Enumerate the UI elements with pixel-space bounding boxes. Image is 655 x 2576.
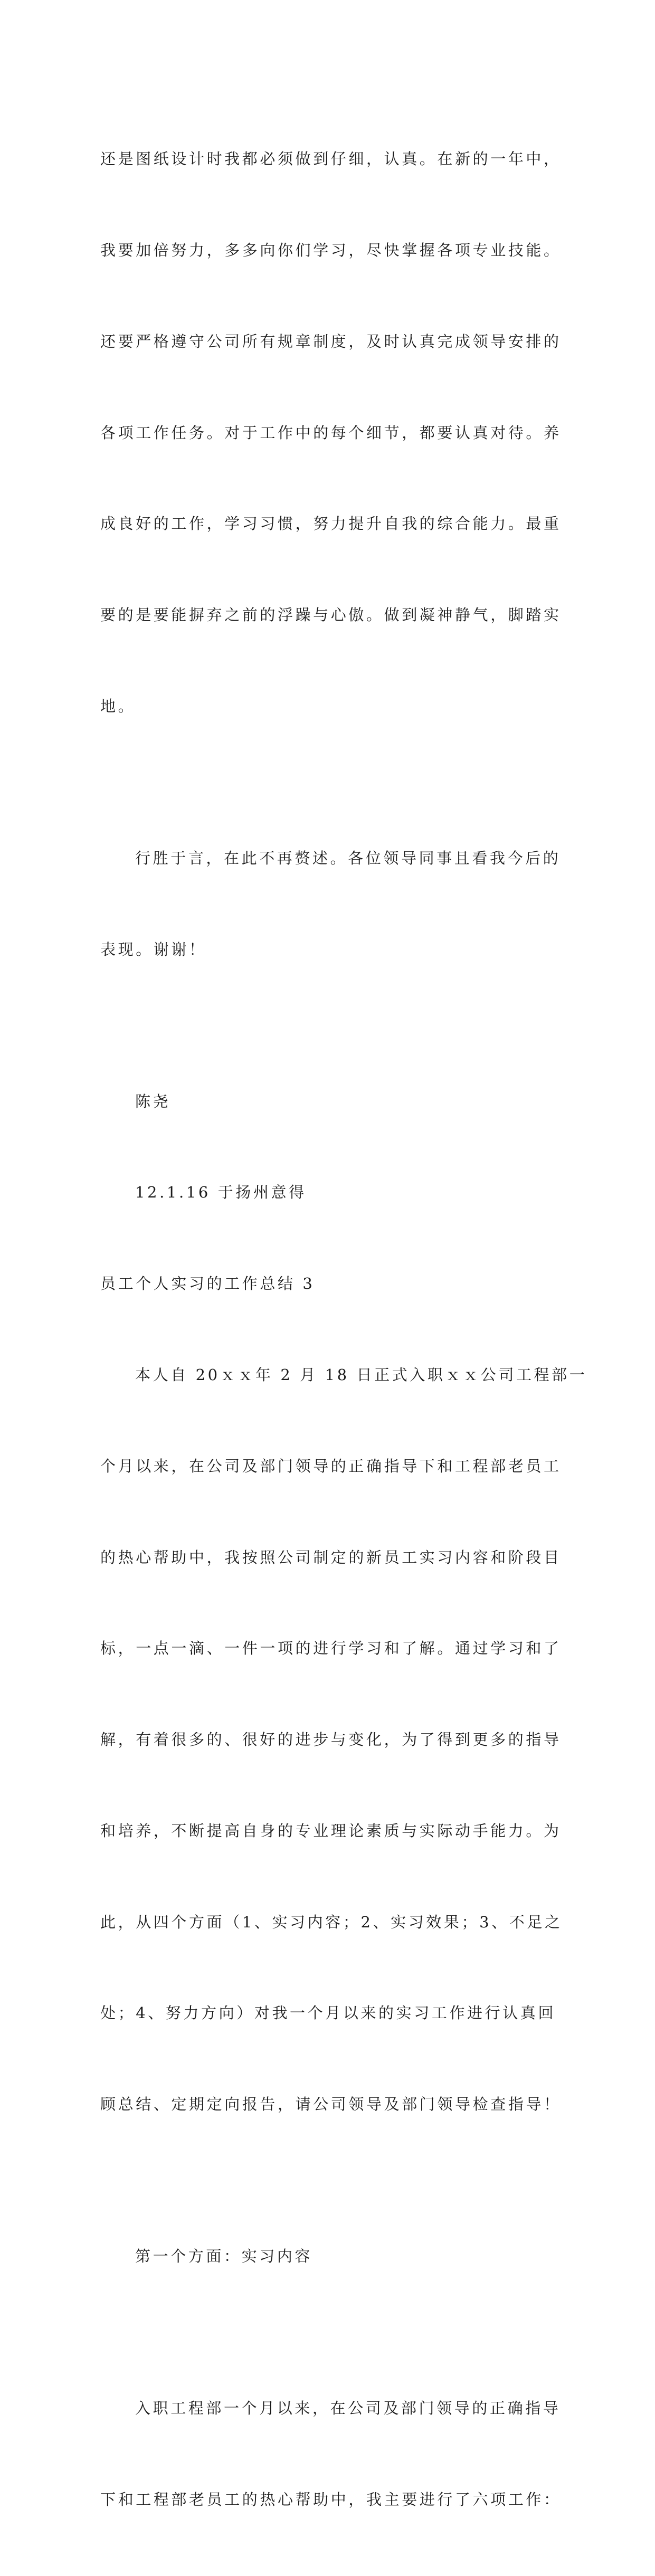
signature-name: 陈尧: [135, 1092, 171, 1110]
text-line: 本人自 20ｘｘ年 2 月 18 日正式入职ｘｘ公司工程部一: [135, 1365, 587, 1384]
text-line: 个月以来，在公司及部门领导的正确指导下和工程部老员工: [100, 1457, 562, 1475]
paragraph-continuation: [100, 83, 565, 783]
subheading-text: 第一个方面：实习内容: [135, 2247, 313, 2266]
text-line: 成良好的工作，学习习惯，努力提升自我的综合能力。最重: [100, 515, 562, 533]
text-line: 还要严格遵守公司所有规章制度，及时认真完成领导安排的: [100, 332, 562, 350]
text-line: 顾总结、定期定向报告，请公司领导及部门领导检查指导！: [100, 2095, 562, 2114]
text-line: 地。: [100, 697, 136, 715]
paragraph-intro: [100, 1299, 587, 2181]
text-line: 解，有着很多的、很好的进步与变化，为了得到更多的指导: [100, 1731, 562, 1749]
text-line: 行胜于言，在此不再赘述。各位领导同事且看我今后的: [135, 849, 561, 867]
document-body: [100, 83, 587, 2576]
text-line: 要的是要能摒弃之前的浮躁与心傲。做到凝神静气，脚踏实: [100, 606, 562, 624]
subheading: [100, 2181, 565, 2333]
paragraph-content: [100, 2333, 565, 2576]
text-line: 各项工作任务。对于工作中的每个细节，都要认真对待。养: [100, 423, 562, 442]
text-line: 我要加倍努力，多多向你们学习，尽快掌握各项专业技能。: [100, 241, 562, 259]
paragraph-closing: [100, 783, 565, 1026]
text-line: 表现。谢谢！: [100, 940, 207, 958]
text-line: 此，从四个方面（1、实习内容；2、实习效果；3、不足之: [100, 1913, 563, 1931]
text-line: 入职工程部一个月以来，在公司及部门领导的正确指导: [135, 2399, 561, 2418]
text-line: 和培养，不断提高自身的专业理论素质与实际动手能力。为: [100, 1821, 562, 1840]
text-line: 下和工程部老员工的热心帮助中，我主要进行了六项工作：: [100, 2490, 562, 2508]
section-title: 员工个人实习的工作总结 3: [100, 1275, 315, 1293]
signature-date: 12.1.16 于扬州意得: [135, 1183, 307, 1202]
signature: [100, 1025, 565, 1269]
text-line: 的热心帮助中，我按照公司制定的新员工实习内容和阶段目: [100, 1548, 562, 1566]
text-line: 还是图纸设计时我都必须做到仔细，认真。在新的一年中，: [100, 150, 562, 168]
text-line: 处；4、努力方向）对我一个月以来的实习工作进行认真回: [100, 2004, 556, 2022]
text-line: 标，一点一滴、一件一项的进行学习和了解。通过学习和了: [100, 1639, 562, 1658]
